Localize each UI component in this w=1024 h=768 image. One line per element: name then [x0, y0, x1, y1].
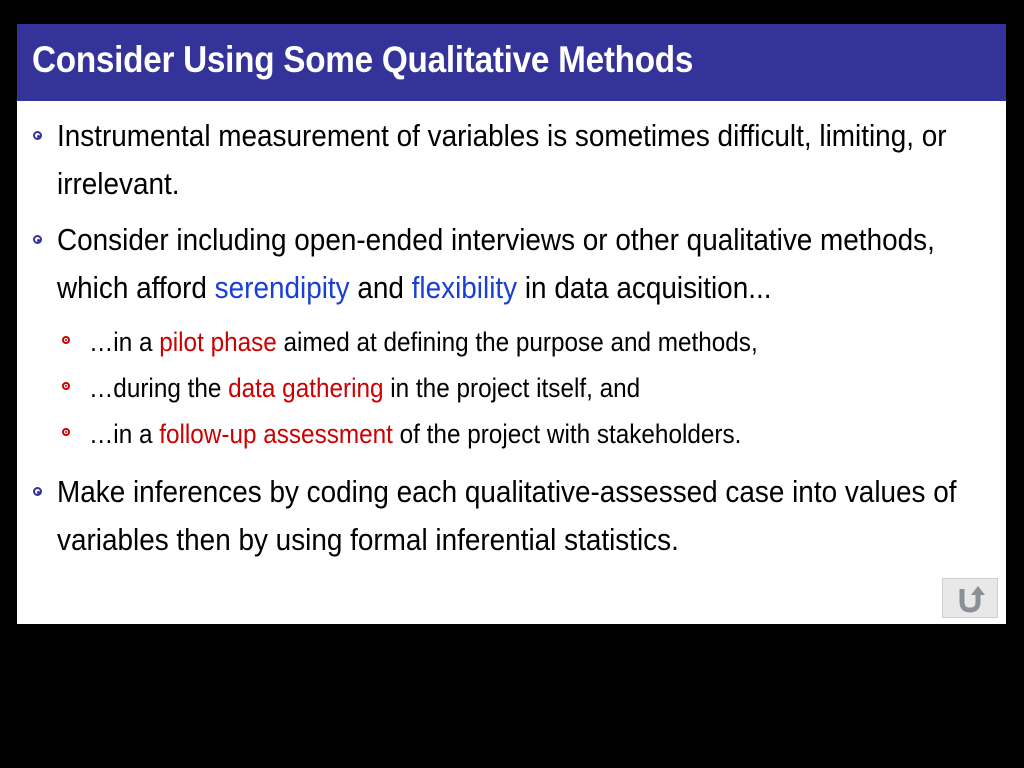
- text-segment: Make inferences by coding each qualitative-assessed case into values of variables then by using formal inferential statistics.: [57, 474, 957, 557]
- slide-title: Consider Using Some Qualitative Methods: [32, 39, 694, 80]
- sub-bullet-text: [89, 412, 914, 456]
- sub-bullet-icon: [62, 428, 70, 436]
- sub-bullet-list: [17, 320, 1006, 458]
- return-u-turn-icon: [955, 583, 987, 615]
- highlight-flexibility: flexibility: [411, 270, 518, 305]
- bullet-item-1: [17, 112, 1006, 208]
- text-segment: of the project with stakeholders.: [392, 419, 742, 449]
- bullet-text: [57, 468, 966, 564]
- slide-content: [17, 112, 1006, 572]
- return-button[interactable]: [942, 578, 998, 618]
- sub-bullet-item-2: [17, 366, 1006, 412]
- bullet-icon: [33, 131, 42, 140]
- text-segment: Instrumental measurement of variables is sometimes difficult, limiting, or irrelevant.: [57, 118, 947, 201]
- text-segment: in the project itself, and: [383, 373, 641, 403]
- text-segment: …in a: [89, 419, 160, 449]
- text-segment: aimed at defining the purpose and methods,: [276, 327, 758, 357]
- highlight-data-gathering: data gathering: [228, 373, 384, 403]
- text-segment: …in a: [89, 327, 160, 357]
- sub-bullet-text: [89, 366, 914, 410]
- highlight-follow-up-assessment: follow-up assessment: [159, 419, 393, 449]
- text-segment: and: [349, 270, 412, 305]
- bullet-icon: [33, 235, 42, 244]
- bullet-item-3: [17, 468, 1006, 564]
- text-segment: …during the: [89, 373, 229, 403]
- sub-bullet-item-3: [17, 412, 1006, 458]
- sub-bullet-icon: [62, 382, 70, 390]
- title-bar: [17, 24, 1006, 101]
- text-segment: in data acquisition...: [517, 270, 772, 305]
- highlight-pilot-phase: pilot phase: [159, 327, 277, 357]
- bullet-icon: [33, 487, 42, 496]
- bullet-text: [57, 216, 966, 312]
- bullet-item-2: [17, 216, 1006, 312]
- text-segment: Consider including open-ended interviews or other qualitative methods, which afford: [57, 222, 935, 305]
- bullet-text: [57, 112, 966, 208]
- sub-bullet-icon: [62, 336, 70, 344]
- sub-bullet-text: [89, 320, 914, 364]
- sub-bullet-item-1: [17, 320, 1006, 366]
- highlight-serendipity: serendipity: [214, 270, 350, 305]
- slide: [17, 24, 1006, 624]
